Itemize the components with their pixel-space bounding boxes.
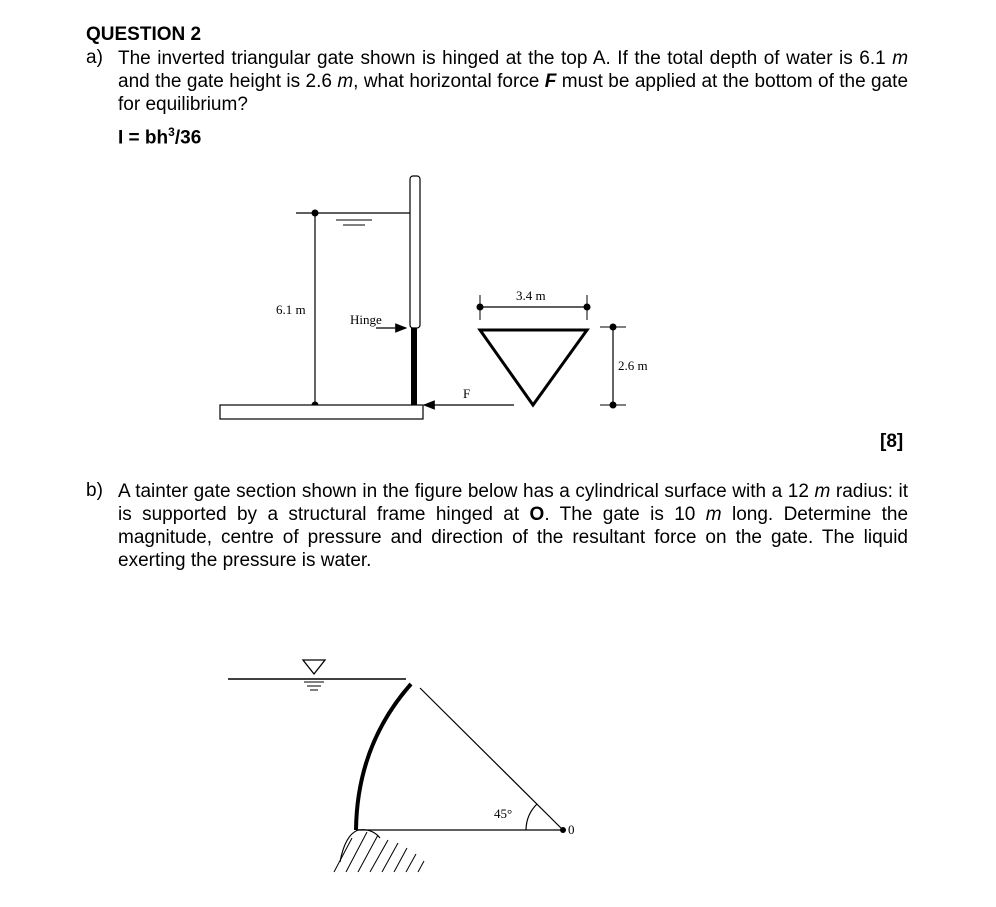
part-b-text-1: A tainter gate section shown in the figure below has a cylindrical surface with a 12 [118,481,809,502]
water-surface-symbol [336,220,372,225]
formula-exponent: 3 [168,125,175,139]
figure-b-tainter-gate [228,660,575,872]
force-label: F [463,386,471,401]
part-b-label: b) [86,480,103,501]
part-b-text-3: . The gate is 10 [544,504,696,525]
height-top-dot [610,324,617,331]
depth-top-dot [312,210,319,217]
angle-arc [526,804,537,830]
part-a-label: a) [86,47,103,68]
triangular-gate-shape [480,330,587,405]
gate-bar [411,328,417,406]
height-label: 2.6 m [618,358,648,373]
radial-frame-line [420,688,563,830]
part-a-marks: [8] [880,431,904,452]
hinge-o-label: 0 [568,822,575,837]
part-a-text-1: The inverted triangular gate shown is hinged at the top A. If the total depth of water is 6.1 [118,48,886,69]
ground-hatching [334,832,424,872]
question-title: QUESTION 2 [86,24,202,45]
part-a-text-3: , what horizontal force [353,71,540,92]
angle-label: 45° [494,806,513,821]
floor-base [220,405,423,419]
wall-plate [410,176,420,328]
part-a-unit-2: m [337,71,354,92]
curved-gate-surface [356,684,411,830]
hinge-point-o [560,827,566,833]
hinge-label: Hinge [350,312,382,327]
part-b-unit-2: m [705,504,722,525]
water-level-triangle [303,660,325,674]
part-b-text-2: radius: it is supported by a structural frame hinged at [118,481,909,525]
part-a-text-4: must be applied at the bottom of the gate for equilibrium? [118,71,909,115]
width-label: 3.4 m [516,288,546,303]
formula-base: I = bh [118,127,169,149]
width-right-dot [584,304,591,311]
part-b-hinge-symbol: O [529,504,545,525]
part-b-unit-1: m [814,481,831,502]
part-a-unit-1: m [892,48,909,69]
part-a-force-symbol: F [544,71,557,92]
part-a-text-2: and the gate height is 2.6 [118,71,332,92]
height-bottom-dot [610,402,617,409]
depth-label: 6.1 m [276,302,306,317]
part-b-text-4: long. Determine the magnitude, centre of pressure and direction of the resultant force on the gate. The liquid exerting the pressure is water. [118,504,909,571]
formula-tail: /36 [174,127,202,149]
width-left-dot [477,304,484,311]
